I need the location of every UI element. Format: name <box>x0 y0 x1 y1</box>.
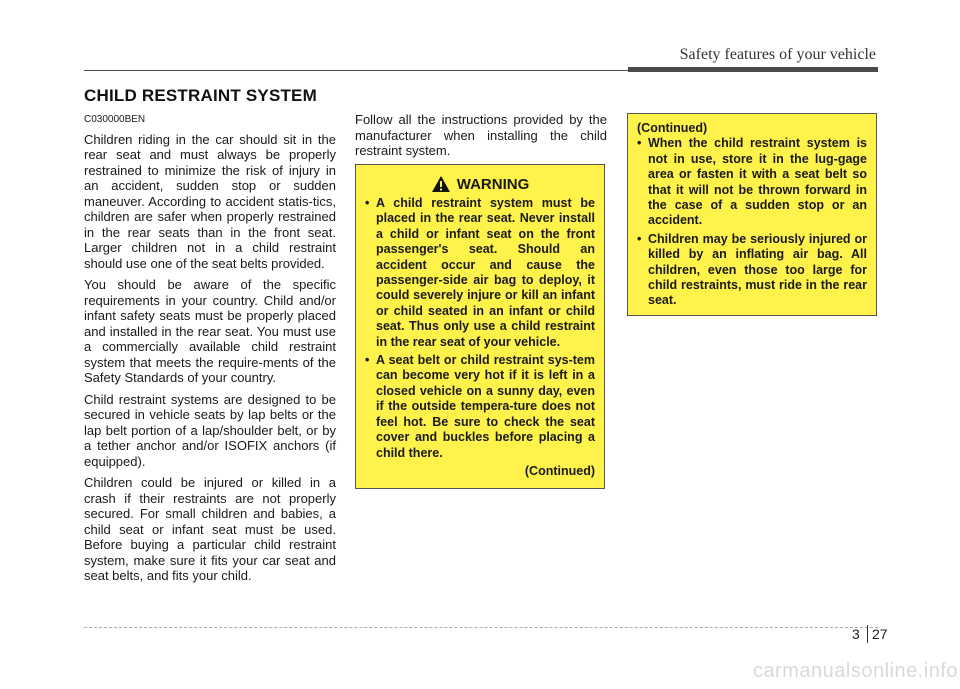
warning-item <box>365 353 595 461</box>
bullet: • <box>637 231 642 246</box>
paragraph: Child restraint systems are designed to be secured in vehicle seats by lap belts or the lap belt portion of a lap/shoulder belt, or by a tether anchor and/or ISOFIX anchors (if equipped). <box>84 391 336 469</box>
paragraph: Children could be injured or killed in a crash if their restraints are not properly secured. For small children and babies, a child seat or infant seat must be used. Before buying a particular child restraint system, make sure it fits your car seat and seat belts, and fits your child. <box>84 475 336 583</box>
warning-title: WARNING <box>456 175 530 193</box>
continued-warning-box <box>627 113 877 316</box>
warning-list <box>365 196 595 461</box>
paragraph: Children riding in the car should sit in the rear seat and must always be properly restrained to minimize the risk of injury in an accident, sudden stop or sudden maneuver. According to accident statis-tics, children are safer when properly restrained in the rear seats than in the front seat. Larger children not in a child restraint should use one of the seat belts provided. <box>84 131 336 271</box>
paragraph: You should be aware of the specific requirements in your country. Child and/or infant safety seats must be properly placed and installed in the rear seat. You must use a commercially available child restraint system that meets the require-ments of the Safety Standards of your country. <box>84 277 336 385</box>
page-number: 27 <box>872 626 888 642</box>
chapter-number: 3 <box>852 626 860 642</box>
bullet: • <box>365 196 370 210</box>
bullet: • <box>637 136 642 151</box>
watermark: carmanualsonline.info <box>752 660 958 682</box>
section-code: C030000BEN <box>84 114 146 125</box>
warning-header <box>365 175 595 193</box>
section-title: CHILD RESTRAINT SYSTEM <box>84 86 317 105</box>
bullet: • <box>365 353 370 368</box>
header-rule-accent <box>628 67 878 72</box>
warning-box <box>355 164 605 489</box>
middle-column-intro <box>355 112 607 159</box>
continued-label: (Continued) <box>637 121 708 135</box>
warning-item <box>637 136 867 228</box>
warning-triangle-icon <box>431 175 451 193</box>
warning-item-text: Children may be seriously injured or killed by an inflating air bag. All children, even those too large for child restraints, must ride in the rear seat. <box>648 231 867 308</box>
page-separator <box>867 625 868 643</box>
warning-item <box>637 232 867 309</box>
header-title: Safety features of your vehicle <box>679 46 876 63</box>
warning-item-text: When the child restraint system is not in use, store it in the lug-gage area or fasten it with a seat belt so that it will not be thrown forward in the case of a sudden stop or an accident. <box>648 136 867 228</box>
warning-item <box>365 196 595 350</box>
intro-paragraph: Follow all the instructions provided by the manufacturer when installing the child restraint system. <box>355 112 607 158</box>
continued-list <box>637 136 867 308</box>
warning-item-text: A seat belt or child restraint sys-tem can become very hot if it is left in a closed vehicle on a sunny day, even if the outside tempera-ture does not feel hot. Be sure to check the seat cover and buckles before placing a child there. <box>376 353 595 460</box>
footer-rule <box>84 627 878 629</box>
warning-continued: (Continued) <box>524 463 595 478</box>
warning-item-text: A child restraint system must be placed in the rear seat. Never install a child or infant seat on the front passenger's seat. Should an accident occur and cause the passenger-side air bag to deploy, it could severely injure or kill an infant or child seated in an infant or child seat. Thus only use a child restraint in the rear seat of your vehicle. <box>376 196 595 349</box>
left-column <box>84 112 336 590</box>
